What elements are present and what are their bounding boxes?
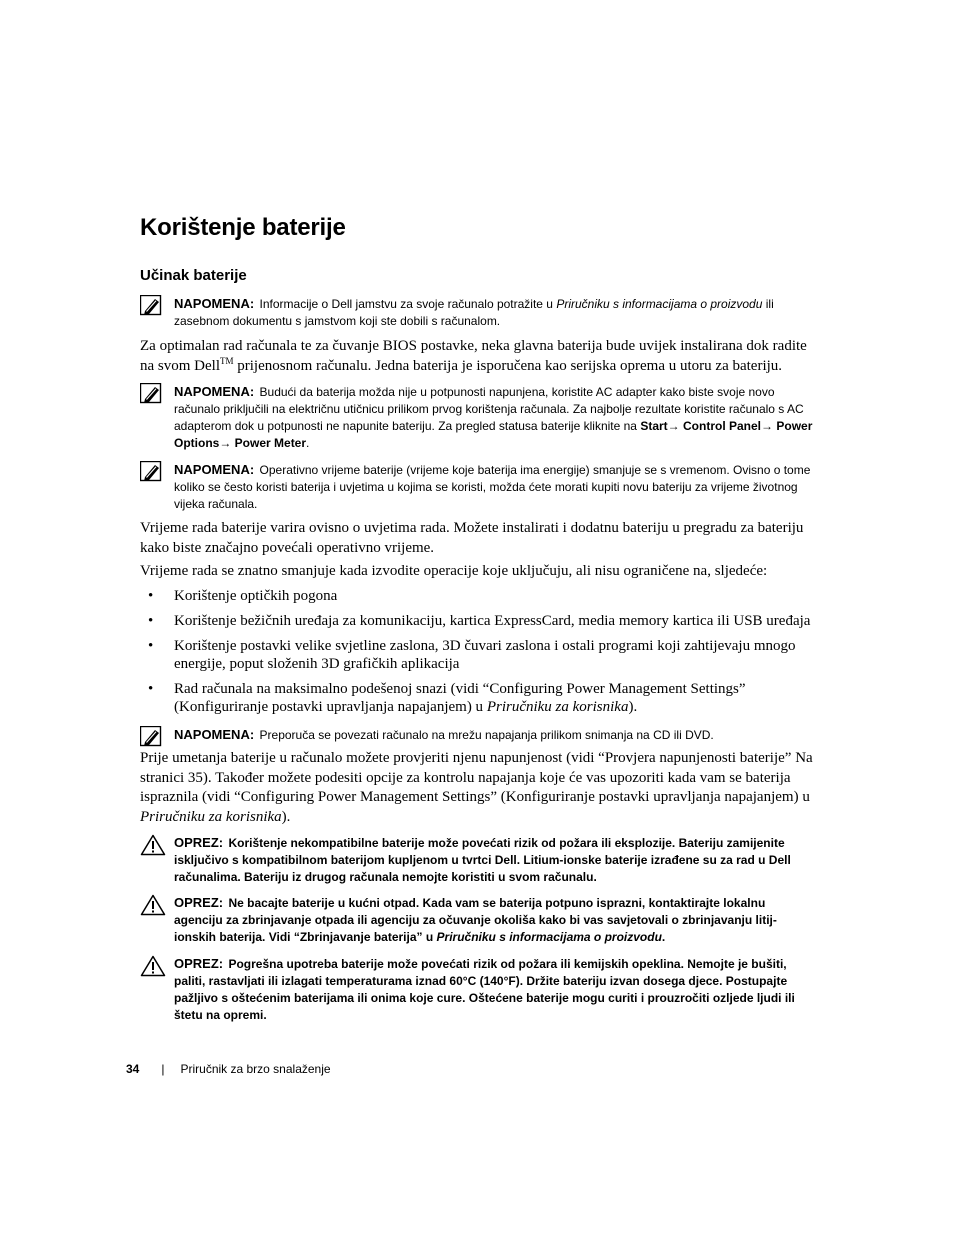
caution-text: .	[661, 930, 666, 944]
paragraph-text: Za optimalan rad računala te za čuvanje BIOS postavke, neka glavna baterija bude uvijek instalirana dok radite na svom Dell	[140, 338, 807, 374]
arrow: →	[219, 436, 232, 450]
doc-reference: Priručniku za korisnika	[140, 808, 282, 825]
footer-book-title: Priručnik za brzo snalaženje	[180, 1062, 331, 1076]
caution-label: OPREZ:	[174, 835, 224, 850]
caution-incompatible-battery	[140, 834, 816, 886]
menu-path-power-options: Power Options	[174, 419, 813, 450]
menu-path-power-meter: Power Meter	[234, 436, 307, 450]
note-pencil-icon	[140, 295, 164, 317]
caution-triangle-icon	[140, 834, 164, 856]
list-item-text: Korištenje optičkih pogona	[174, 588, 338, 604]
note-label: NAPOMENA:	[174, 296, 255, 311]
note-label: NAPOMENA:	[174, 384, 255, 399]
caution-label: OPREZ:	[174, 956, 224, 971]
note-text: Operativno vrijeme baterije (vrijeme koje baterija ima energije) smanjuje se s vremenom. Ovisno o tome koliko se često koristi baterija i uvjetima u kojima se koristi, možda ćete morati kupiti novu bateriju za vrijeme životnog vijeka računala.	[174, 463, 811, 511]
caution-text: Pogrešna upotreba baterije može povećati rizik od požara ili kemijskih opeklina. Nemojte je bušiti, paliti, rastavljati ili izlagati temperaturama iznad 60°C (140°F). Držite bateriju izvan dosega djece. Postupajte pažljivo s oštećenim baterijama ili onima koje cure. Oštećene baterije mogu curiti i prouzročiti ozljede ljudi ili štetu na opremi.	[174, 957, 795, 1022]
caution-label: OPREZ:	[174, 895, 224, 910]
paragraph-text: ).	[281, 808, 291, 825]
note-operating-time	[140, 461, 816, 513]
section-title: Učinak baterije	[140, 267, 247, 284]
note-pencil-icon	[140, 726, 164, 748]
list-item-text: Korištenje bežičnih uređaja za komunikaciju, kartica ExpressCard, media memory kartica ili USB uređaja	[174, 613, 811, 629]
menu-path-control-panel: Control Panel	[683, 419, 762, 433]
arrow: →	[667, 419, 680, 433]
note-cd-dvd	[140, 726, 816, 744]
paragraph-bios	[140, 337, 814, 376]
caution-misuse	[140, 955, 816, 1024]
caution-text: Ne bacajte baterije u kućni otpad. Kada vam se baterija potpuno isprazni, kontaktirajte lokalnu agenciju za zbrinjavanje otpada ili agenciju za očuvanje okoliša kako bi vas savjetovali o zbrinjavanju litij-ionskih baterija. Vidi “Zbrinjavanje baterija” u	[174, 896, 777, 944]
list-item-text: Rad računala na maksimalno podešenoj snazi (vidi “Configuring Power Management Settings” (Konfiguriranje postavki upravljanja napajanjem) u	[174, 681, 746, 715]
note-text: Preporuča se povezati računalo na mrežu napajanja prilikom snimanja na CD ili DVD.	[259, 728, 714, 742]
doc-reference: Priručniku za korisnika	[486, 699, 629, 715]
page-number: 34	[126, 1062, 140, 1076]
note-text: Informacije o Dell jamstvu za svoje računalo potražite u	[259, 297, 557, 311]
trademark-sup: TM	[220, 355, 234, 366]
paragraph-reduced: Vrijeme rada se znatno smanjuje kada izvodite operacije koje uključuju, ali nisu ograničene na, sljedeće:	[140, 563, 768, 579]
note-label: NAPOMENA:	[174, 462, 255, 477]
menu-path-start: Start	[640, 419, 668, 433]
note-pencil-icon	[140, 461, 164, 483]
bullet-list	[140, 587, 816, 723]
list-item: • Korištenje optičkih pogona	[148, 588, 338, 604]
note-text: Budući da baterija možda nije u potpunosti napunjena, koristite AC adapter kako biste svoje novo računalo priključili na električnu utičnicu prilikom prvog korištenja računala. Za najbolje rezultate koristite računalo s AC adapterom dok u potpunosti ne napunite bateriju. Za pregled statusa baterije kliknite na	[174, 385, 804, 433]
note-text: ili zasebnom dokumentu s jamstvom koji ste dobili s računalom.	[174, 297, 774, 328]
paragraph-runtime: Vrijeme rada baterije varira ovisno o uvjetima rada. Možete instalirati i dodatnu bateriju u pregradu za bateriju kako biste značajno povećali operativno vrijeme.	[140, 520, 804, 556]
list-item-text: Korištenje postavki velike svjetline zaslona, 3D čuvari zaslona i ostali programi koji zahtijevaju mnogo energije, poput složenih 3D grafičkih aplikacija	[174, 638, 796, 672]
note-first-charge	[140, 383, 816, 452]
note-label: NAPOMENA:	[174, 727, 255, 742]
list-item-text: ).	[628, 699, 638, 715]
page-title: Korištenje baterije	[140, 214, 346, 241]
caution-disposal	[140, 894, 816, 946]
list-item: • Korištenje bežičnih uređaja za komunikaciju, kartica ExpressCard, media memory kartica ili USB uređaja	[148, 613, 811, 629]
note-pencil-icon	[140, 383, 164, 405]
paragraph-check-charge	[140, 749, 814, 827]
arrow: →	[761, 419, 774, 433]
paragraph-text: Prije umetanja baterije u računalo možete provjeriti njenu napunjenost (vidi “Provjera napunjenosti baterije” Na stranici 35). Također možete podesiti opcije za kontrolu napajanja koje će vas upozoriti kada vam se baterija ispraznila (vidi “Configuring Power Management Settings” (Konfiguriranje postavki upravljanja napajanjem) u	[140, 750, 813, 805]
list-item: • Rad računala na maksimalno podešenoj snazi (vidi “Configuring Power Management Settings” (Konfiguriranje postavki upravljanja napajanjem) u Priručniku za korisnika).	[148, 681, 746, 715]
note-text: .	[306, 436, 310, 450]
caution-triangle-icon	[140, 894, 164, 916]
page-footer	[126, 1062, 331, 1076]
doc-reference: Priručniku s informacijama o proizvodu	[436, 930, 662, 944]
caution-text: Korištenje nekompatibilne baterije može povećati rizik od požara ili eksplozije. Bateriju zamijenite isključivo s kompatibilnom baterijom kupljenom u tvrtci Dell. Litium-ionske baterije izrađene su za rad u Dell računalima. Bateriju iz drugog računala nemojte koristiti u svom računalu.	[174, 836, 791, 884]
list-item: • Korištenje postavki velike svjetline zaslona, 3D čuvari zaslona i ostali programi koji zahtijevaju mnogo energije, poput složenih 3D grafičkih aplikacija	[148, 638, 796, 672]
note-doc-reference: Priručniku s informacijama o proizvodu	[556, 297, 763, 311]
note-warranty	[140, 295, 816, 330]
footer-separator: |	[161, 1062, 165, 1076]
caution-triangle-icon	[140, 955, 164, 977]
paragraph-text: prijenosnom računalu. Jedna baterija je isporučena kao serijska oprema u utoru za bateriju.	[233, 357, 783, 374]
